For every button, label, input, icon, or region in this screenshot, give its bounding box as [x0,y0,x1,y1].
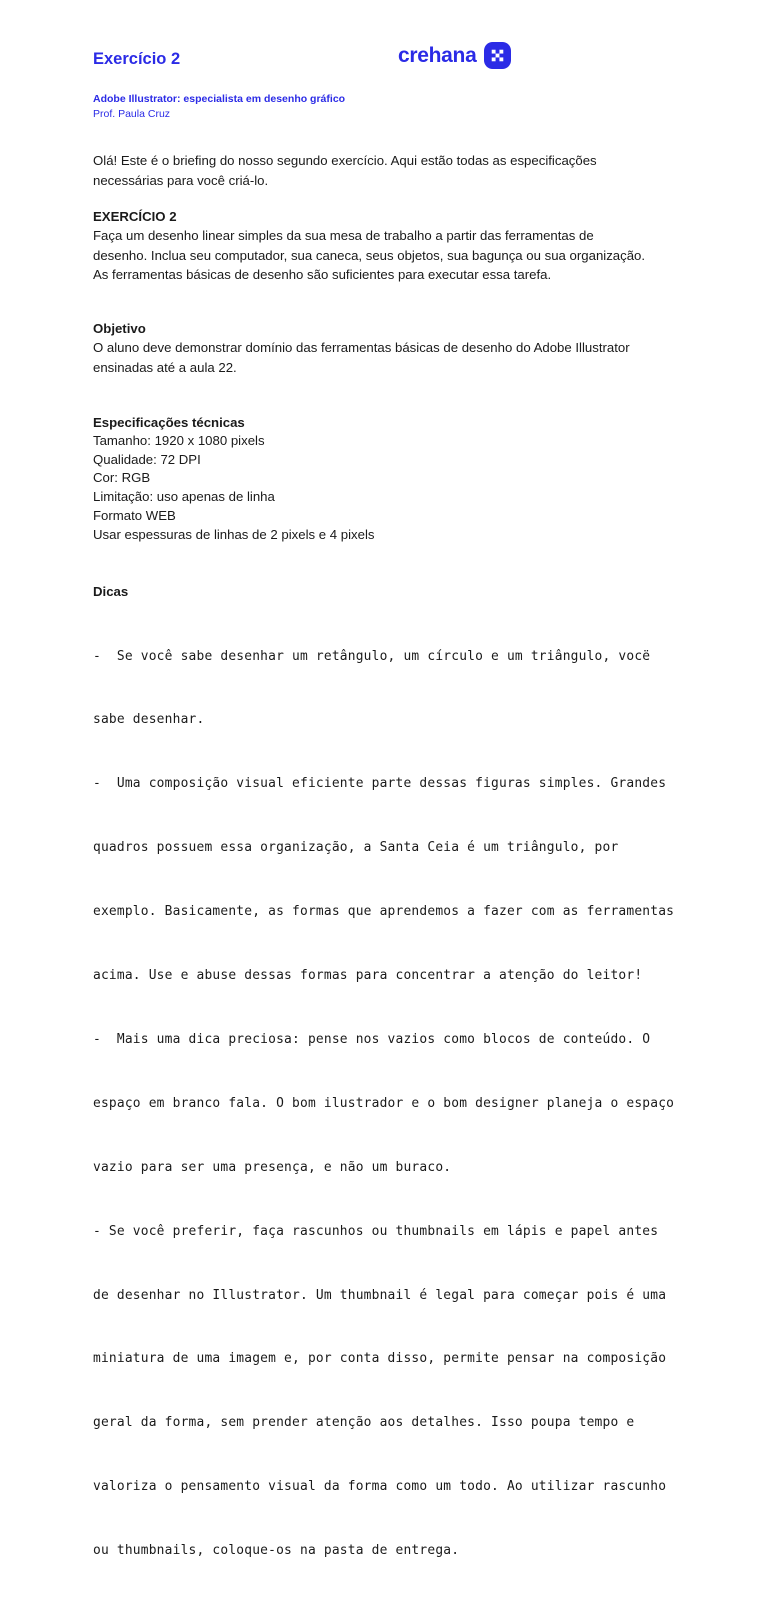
tip-line: ou thumbnails, coloque-os na pasta de entrega. [93,1543,460,1559]
tip-line: - Se você sabe desenhar um retângulo, um círculo e um triângulo, vocë [93,648,651,664]
exercise-line: As ferramentas básicas de desenho são suficientes para executar essa tarefa. [93,267,552,282]
spec-item: Tamanho: 1920 x 1080 pixels [93,433,265,448]
page-title: Exercício 2 [93,50,181,68]
intro-line: Olá! Este é o briefing do nosso segundo exercício. Aqui estão todas as especificações [93,153,597,168]
tip-line: miniatura de uma imagem e, por conta disso, permite pensar na composição [93,1351,667,1367]
tips-list [93,603,683,1604]
exercise-heading: EXERCÍCIO 2 [93,209,177,224]
tips-heading: Dicas [93,584,129,599]
objective-line: ensinadas até a aula 22. [93,359,237,375]
course-name: Adobe Illustrator: especialista em desenho gráfico [93,93,346,105]
spec-item: Qualidade: 72 DPI [93,451,201,467]
exercise-line: desenho. Inclua seu computador, sua caneca, seus objetos, sua bagunça ou sua organização. [93,247,646,263]
spec-item: Formato WEB [93,507,176,523]
tip-line: quadros possuem essa organização, a Santa Ceia é um triângulo, por [93,840,619,856]
tip-line: vazio para ser uma presença, e não um buraco. [93,1159,452,1175]
tip-line: sabe desenhar. [93,712,205,728]
exercise-line: Faça um desenho linear simples da sua mesa de trabalho a partir das ferramentas de [93,228,594,243]
tip-line: espaço em branco fala. O bom ilustrador e o bom designer planeja o espaço [93,1095,675,1111]
tip-line: de desenhar no Illustrator. Um thumbnail é legal para começar pois é uma [93,1287,667,1303]
crehana-logo-icon [484,42,511,69]
tip-line: exemplo. Basicamente, as formas que aprendemos a fazer com as ferramentas [93,904,675,920]
objective-section [93,320,693,377]
brand-wordmark: crehana [398,43,477,67]
specs-section [93,414,693,544]
brand-logo [398,42,511,69]
spec-item: Limitação: uso apenas de linha [93,489,275,505]
tip-line: geral da forma, sem prender atenção aos detalhes. Isso poupa tempo e [93,1415,635,1431]
tip-line: - Se você preferir, faça rascunhos ou thumbnails em lápis e papel antes [93,1223,659,1239]
objective-line: O aluno deve demonstrar domínio das ferramentas básicas de desenho do Adobe Illustrator [93,340,630,355]
tips-section [93,583,693,1604]
spec-item: Usar espessuras de linhas de 2 pixels e 4 pixels [93,526,375,542]
intro-section [93,151,693,190]
exercise-section [93,208,693,285]
tip-line: - Mais uma dica preciosa: pense nos vazios como blocos de conteúdo. O [93,1031,651,1047]
tip-line: acima. Use e abuse dessas formas para concentrar a atenção do leitor! [93,968,643,984]
intro-line: necessárias para você criá-lo. [93,172,269,188]
tip-line: valoriza o pensamento visual da forma como um todo. Ao utilizar rascunho [93,1479,667,1495]
tip-line: - Uma composição visual eficiente parte dessas figuras simples. Grandes [93,776,667,792]
objective-heading: Objetivo [93,321,146,336]
specs-heading: Especificações técnicas [93,415,245,430]
spec-item: Cor: RGB [93,470,151,486]
professor-name: Prof. Paula Cruz [93,108,171,120]
